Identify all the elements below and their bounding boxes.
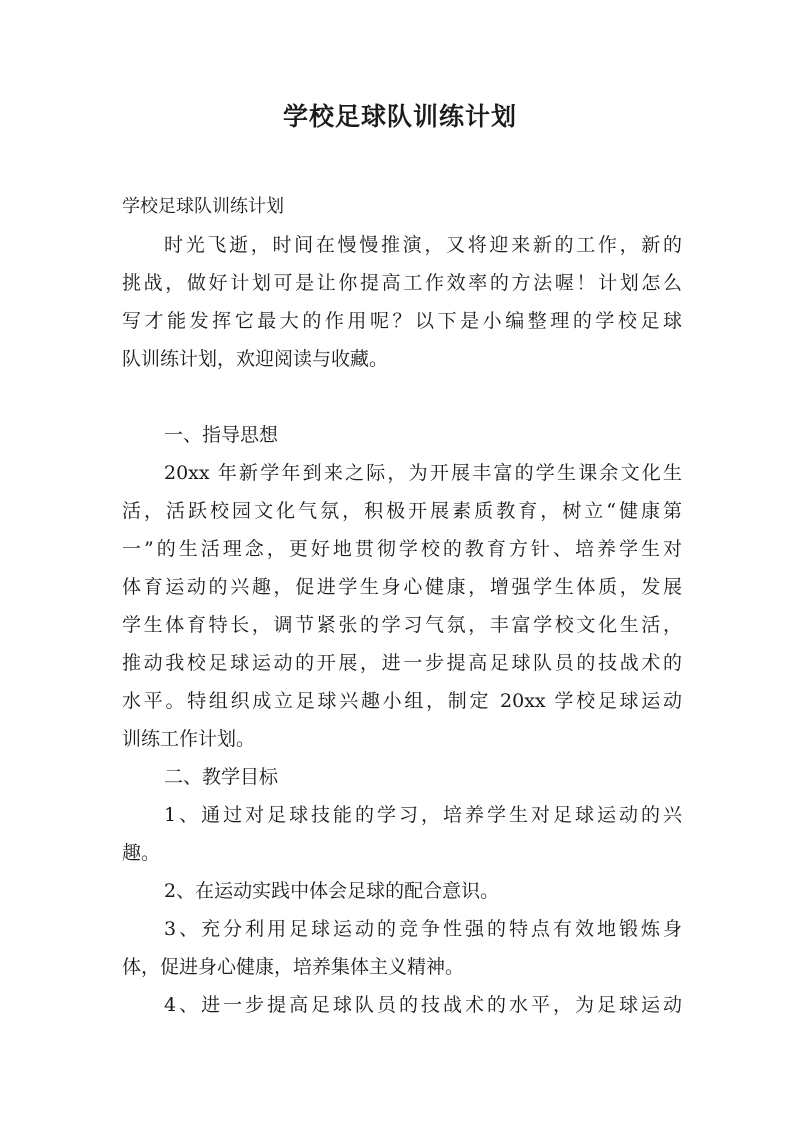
section1-line: 一”的生活理念，更好地贯彻学校的教育方针、培养学生对: [122, 538, 682, 560]
intro-line: 队训练计划，欢迎阅读与收藏。: [122, 348, 389, 370]
section1-line: 推动我校足球运动的开展，进一步提高足球队员的技战术的: [122, 652, 682, 674]
section1-line: 体育运动的兴趣，促进学生身心健康，增强学生体质，发展: [122, 576, 682, 598]
section-heading-guiding-ideology: 一、指导思想: [164, 424, 279, 446]
document-title: 学校足球队训练计划: [282, 102, 517, 131]
goal-line: 3、充分利用足球运动的竞争性强的特点有效地锻炼身: [164, 918, 682, 940]
goal-line: 2、在运动实践中体会足球的配合意识。: [164, 880, 500, 902]
section1-line: 学生体育特长，调节紧张的学习气氛，丰富学校文化生活，: [122, 614, 682, 636]
section-heading-teaching-goals: 二、教学目标: [164, 766, 279, 788]
goal-line: 趣。: [122, 842, 161, 864]
goal-line: 体，促进身心健康，培养集体主义精神。: [122, 956, 465, 978]
intro-line: 挑战，做好计划可是让你提高工作效率的方法喔！计划怎么: [122, 272, 682, 294]
document-body: [122, 188, 682, 1024]
document-subtitle: 学校足球队训练计划: [122, 196, 284, 217]
section1-line: 训练工作计划。: [122, 728, 256, 750]
goal-line: 4、进一步提高足球队员的技战术的水平，为足球运动: [164, 994, 682, 1016]
paragraph-gap: [122, 378, 682, 416]
intro-line: 写才能发挥它最大的作用呢？以下是小编整理的学校足球: [122, 310, 682, 332]
intro-line: 时光飞逝，时间在慢慢推演，又将迎来新的工作，新的: [164, 234, 682, 256]
goal-line: 1、通过对足球技能的学习，培养学生对足球运动的兴: [164, 804, 682, 826]
section1-line: 活，活跃校园文化气氛，积极开展素质教育，树立“健康第: [122, 500, 682, 522]
section1-line: 20xx 年新学年到来之际，为开展丰富的学生课余文化生: [164, 462, 682, 484]
section1-line: 水平。特组织成立足球兴趣小组，制定 20xx 学校足球运动: [122, 690, 682, 712]
